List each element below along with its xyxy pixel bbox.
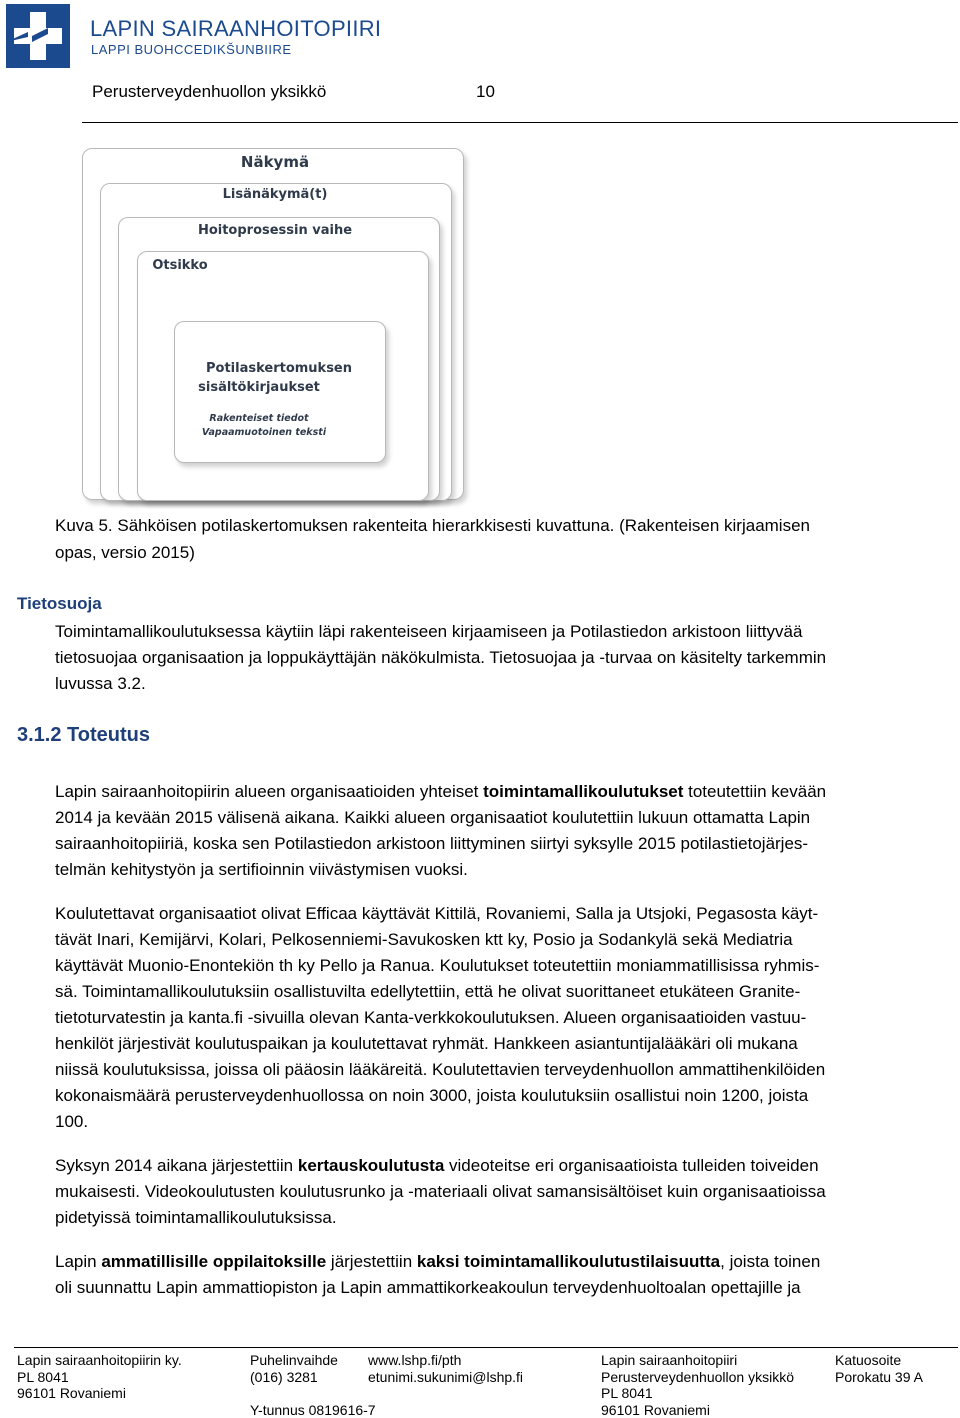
label-nakyma: Näkymä (80, 153, 470, 171)
footer-street-address: Porokatu 39 A (835, 1369, 923, 1386)
label-hoitoprosessin-vaihe: Hoitoprosessin vaihe (80, 223, 470, 238)
hierarchy-figure (80, 145, 470, 510)
header-divider (82, 122, 958, 123)
footer-street-label: Katuosoite (835, 1352, 923, 1369)
para2-line-8: kokonaismäärä perusterveydenhuollossa on noin 3000, joista koulutuksiin osallistui noin 1200, joista (55, 1083, 955, 1109)
logo-subtitle: LAPPI BUOHCCEDIKŠUNBIIRE (91, 42, 292, 57)
tietosuoja-line-1: Toimintamallikoulutuksessa käytiin läpi rakenteiseen kirjaamiseen ja Potilastiedon arkistoon liittyvää (55, 619, 955, 645)
paragraph-tietosuoja (55, 619, 955, 697)
footer-col-web (368, 1352, 523, 1385)
footer-website-link[interactable]: www.lshp.fi/pth (368, 1352, 523, 1369)
paragraph-toteutus-1 (55, 779, 955, 883)
section-heading-toteutus: 3.1.2 Toteutus (17, 724, 150, 747)
paragraph-toteutus-3 (55, 1153, 955, 1231)
footer-col-unit (601, 1352, 794, 1418)
para2-line-1: Koulutettavat organisaatiot olivat Efficaa käyttävät Kittilä, Rovaniemi, Salla ja Utsjoki, Pegasosta käyt- (55, 901, 955, 927)
footer-col-street (835, 1352, 923, 1385)
label-lisanakyma: Lisänäkymä(t) (80, 187, 470, 202)
footer-phone-label: Puhelinvaihde (250, 1352, 376, 1369)
hospital-cross-logo-icon (6, 4, 70, 68)
para2-line-9: 100. (55, 1109, 955, 1135)
para1-line-3: sairaanhoitopiiriä, koska sen Potilastiedon arkistoon liittyminen siirtyi syksylle 2015 potilastietojärjes- (55, 831, 955, 857)
label-rakenteiset-tiedot: Rakenteiset tiedot (174, 413, 344, 424)
footer-email-link[interactable]: etunimi.sukunimi@lshp.fi (368, 1369, 523, 1386)
para2-line-5: tietoturvatestin ja kanta.fi -sivuilla olevan Kanta-verkkokoulutuksen. Alueen organisaatioiden vastuu- (55, 1005, 955, 1031)
footer-col-phone (250, 1352, 376, 1418)
footer-unit-pobox: PL 8041 (601, 1385, 794, 1402)
para2-line-7: niissä koulutuksissa, joissa oli pääosin lääkäreitä. Koulutettavien terveydenhuollon ammattihenkilöiden (55, 1057, 955, 1083)
paragraph-toteutus-2 (55, 901, 955, 1135)
footer-business-id: Y-tunnus 0819616-7 (250, 1402, 376, 1418)
para1-line-2: 2014 ja kevään 2015 välisenä aikana. Kaikki alueen organisaatiot koulutettiin lukuun ottamatta Lapin (55, 805, 955, 831)
heading-tietosuoja: Tietosuoja (17, 594, 102, 614)
figure-caption (55, 512, 810, 566)
para3-line-3: pidetyissä toimintamallikoulutuksissa. (55, 1205, 955, 1231)
label-sisaltokirjaukset-1: Potilaskertomuksen (174, 361, 384, 376)
page-number: 10 (476, 82, 495, 102)
footer-org-name: Lapin sairaanhoitopiirin ky. (17, 1352, 182, 1369)
para4-line-1: Lapin ammatillisille oppilaitoksille järjestettiin kaksi toimintamallikoulutustilaisuutta, joista toinen (55, 1249, 955, 1275)
para1-line-1: Lapin sairaanhoitopiirin alueen organisaatioiden yhteiset toimintamallikoulutukset toteutettiin kevään (55, 779, 955, 805)
footer-phone-number: (016) 3281 (250, 1369, 376, 1386)
footer-unit-name: Perusterveydenhuollon yksikkö (601, 1369, 794, 1386)
caption-line-2: opas, versio 2015) (55, 539, 810, 566)
tietosuoja-line-3: luvussa 3.2. (55, 671, 955, 697)
footer-phone-spacer (250, 1385, 376, 1402)
label-vapaamuotoinen-teksti: Vapaamuotoinen teksti (174, 427, 354, 438)
para3-line-2: mukaisesti. Videokoulutusten koulutusrunko ja -materiaali olivat samansisältöiset kuin organisaatioissa (55, 1179, 955, 1205)
label-sisaltokirjaukset-2: sisältökirjaukset (174, 380, 344, 395)
para2-line-2: tävät Inari, Kemijärvi, Kolari, Pelkosenniemi-Savukosken ktt ky, Posio ja Sodankylä sekä Mediatria (55, 927, 955, 953)
para1-line-4: telmän kehitystyön ja sertifioinnin viivästymisen vuoksi. (55, 857, 955, 883)
para3-line-1: Syksyn 2014 aikana järjestettiin kertauskoulutusta videoteitse eri organisaatioista tulleiden toiveiden (55, 1153, 955, 1179)
paragraph-toteutus-4 (55, 1249, 955, 1301)
para2-line-3: käyttävät Muonio-Enontekiön th ky Pello ja Ranua. Koulutukset toteutettiin moniammatillisissa ryhmis- (55, 953, 955, 979)
logo-name: LAPIN SAIRAANHOITOPIIRI (90, 16, 381, 42)
label-otsikko: Otsikko (80, 258, 280, 273)
footer-unit-city: 96101 Rovaniemi (601, 1402, 794, 1418)
footer-org-city: 96101 Rovaniemi (17, 1385, 182, 1402)
para2-line-6: henkilöt järjestivät koulutuspaikan ja koulutettavat ryhmät. Hankkeen asiantuntijalääkäri oli mukana (55, 1031, 955, 1057)
para2-line-4: sä. Toimintamallikoulutuksiin osallistuvilta edellytettiin, että he olivat suorittaneet etukäteen Granite- (55, 979, 955, 1005)
caption-line-1: Kuva 5. Sähköisen potilaskertomuksen rakenteita hierarkkisesti kuvattuna. (Rakenteisen kirjaamisen (55, 512, 810, 539)
footer-unit-org: Lapin sairaanhoitopiiri (601, 1352, 794, 1369)
footer-org-pobox: PL 8041 (17, 1369, 182, 1386)
para4-line-2: oli suunnattu Lapin ammattiopiston ja Lapin ammattikorkeakoulun terveydenhuoltoalan opettajille ja (55, 1275, 955, 1301)
footer-col-organization (17, 1352, 182, 1402)
header-unit: Perusterveydenhuollon yksikkö (92, 82, 326, 102)
tietosuoja-line-2: tietosuojaa organisaation ja loppukäyttäjän näkökulmista. Tietosuojaa ja -turvaa on käsitelty tarkemmin (55, 645, 955, 671)
footer-divider (14, 1347, 958, 1348)
